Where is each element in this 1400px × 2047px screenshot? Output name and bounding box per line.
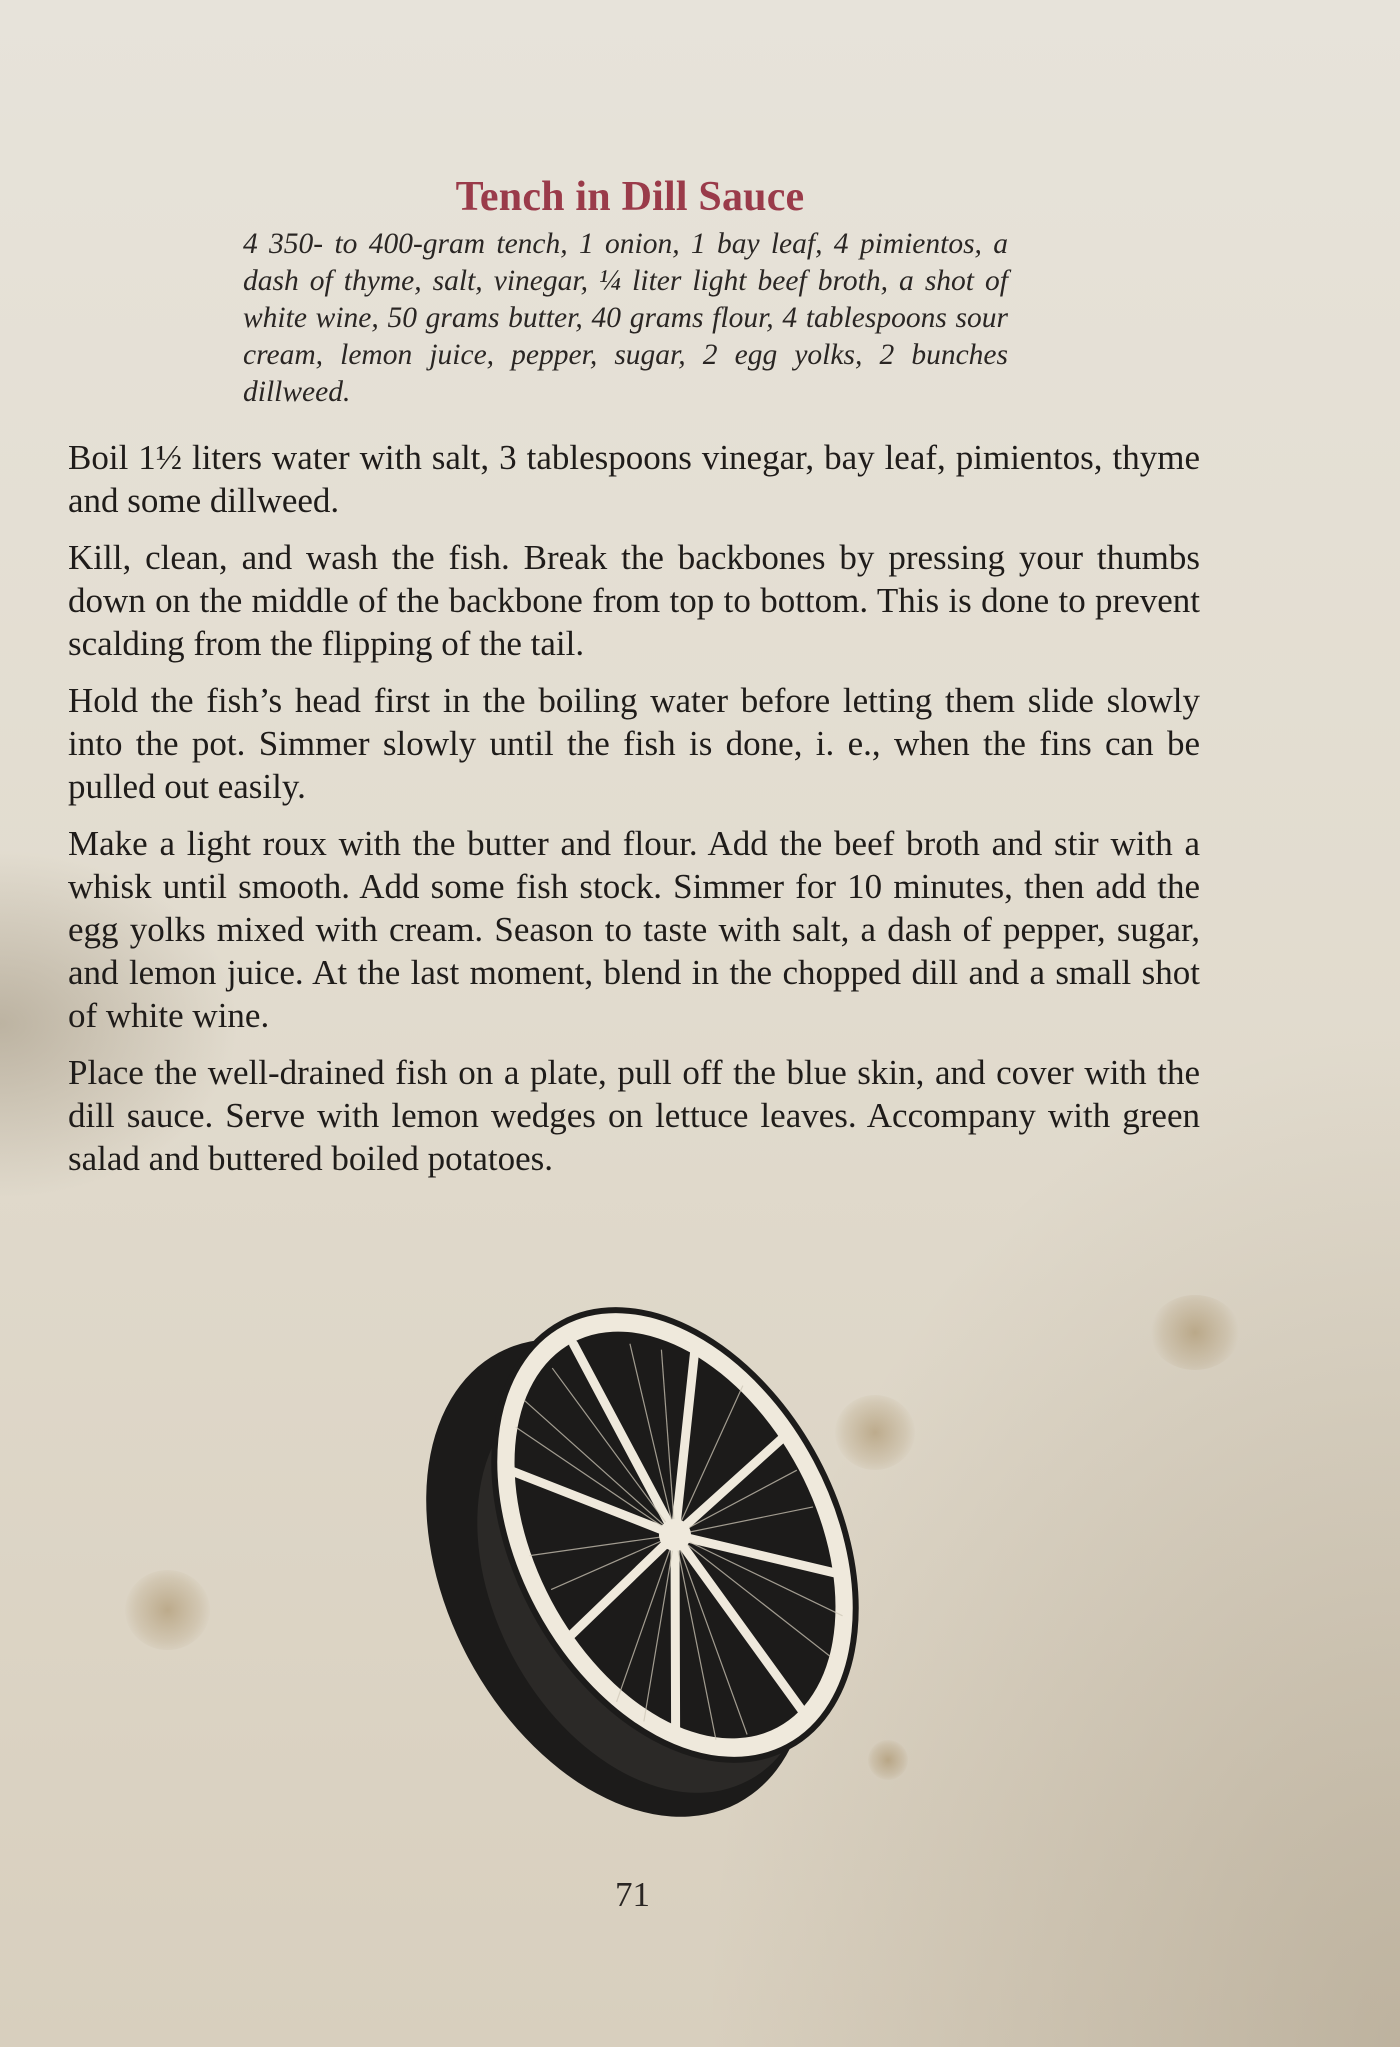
recipe-title: Tench in Dill Sauce	[455, 174, 805, 221]
ingredients-list: 4 350- to 400-gram tench, 1 onion, 1 bay leaf, 4 pimientos, a dash of thyme, salt, vinegar, ¼ liter light beef broth, a shot of white wine, 50 grams butter, 40 grams flour, 4 tablespoons sour cream, lemon juice, pepper, sugar, 2 egg yolks, 2 bunches dillweed.	[243, 228, 1008, 408]
lemon-illustration-icon	[405, 1285, 875, 1825]
step-serve: Place the well-drained fish on a plate, pull off the blue skin, and cover with the dill sauce. Serve with lemon wedges on lettuce leaves. Accompany with green salad and buttered boiled potatoes.	[68, 1053, 1200, 1178]
step-prepare-fish: Kill, clean, and wash the fish. Break the backbones by pressing your thumbs down on the middle of the backbone from top to bottom. This is done to prevent scalding from the flipping of the tail.	[68, 538, 1200, 663]
page-number: 71	[615, 1875, 650, 1914]
stain	[1150, 1295, 1240, 1370]
step-make-sauce: Make a light roux with the butter and flour. Add the beef broth and stir with a whisk until smooth. Add some fish stock. Simmer for 10 minutes, then add the egg yolks mixed with cream. Season to taste with salt, a dash of pepper, sugar, and lemon juice. At the last moment, blend in the chopped dill and a small shot of white wine.	[68, 824, 1200, 1035]
recipe-instructions	[68, 436, 1200, 1194]
stain	[125, 1570, 210, 1650]
step-boil-water: Boil 1½ liters water with salt, 3 tablespoons vinegar, bay leaf, pimientos, thyme and some dillweed.	[68, 438, 1200, 520]
step-simmer-fish: Hold the fish’s head first in the boiling water before letting them slide slowly into the pot. Simmer slowly until the fish is done, i. e., when the fins can be pulled out easily.	[68, 681, 1200, 806]
